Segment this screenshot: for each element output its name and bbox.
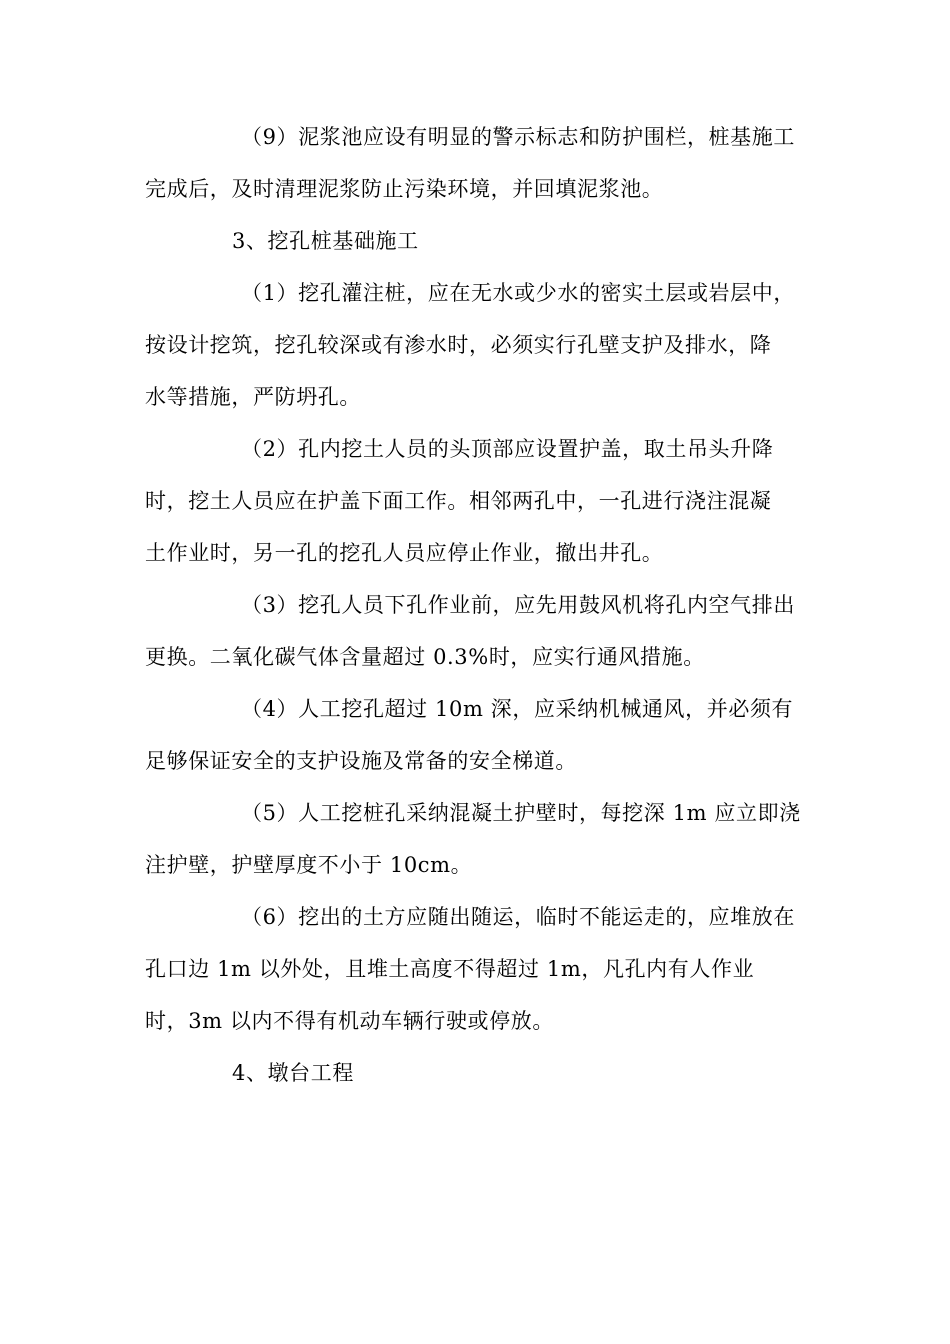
- section-heading-3: 3、挖孔桩基础施工: [232, 229, 419, 253]
- paragraph-3-line-1: （3）挖孔人员下孔作业前，应先用鼓风机将孔内空气排出: [241, 593, 795, 617]
- paragraph-9-line-1: （9）泥浆池应设有明显的警示标志和防护围栏，桩基施工: [241, 125, 795, 149]
- paragraph-2-line-3: 土作业时，另一孔的挖孔人员应停止作业，撤出井孔。: [145, 541, 664, 565]
- paragraph-6-line-3: 时，3m 以内不得有机动车辆行驶或停放。: [145, 1009, 554, 1033]
- paragraph-6-line-2: 孔口边 1m 以外处，且堆土高度不得超过 1m，凡孔内有人作业: [145, 957, 755, 981]
- paragraph-5-line-2: 注护壁，护壁厚度不小于 10cm。: [145, 853, 473, 877]
- section-heading-4: 4、墩台工程: [232, 1061, 354, 1085]
- paragraph-4-line-1: （4）人工挖孔超过 10m 深，应采纳机械通风，并必须有: [241, 697, 794, 721]
- paragraph-5-line-1: （5）人工挖桩孔采纳混凝土护壁时，每挖深 1m 应立即浇: [241, 801, 801, 825]
- paragraph-1-line-1: （1）挖孔灌注桩，应在无水或少水的密实土层或岩层中，: [241, 281, 795, 305]
- paragraph-6-line-1: （6）挖出的土方应随出随运，临时不能运走的，应堆放在: [241, 905, 795, 929]
- paragraph-3-line-2: 更换。二氧化碳气体含量超过 0.3%时，应实行通风措施。: [145, 645, 705, 669]
- paragraph-2-line-2: 时，挖土人员应在护盖下面工作。相邻两孔中，一孔进行浇注混凝: [145, 489, 772, 513]
- paragraph-2-line-1: （2）孔内挖土人员的头顶部应设置护盖，取土吊头升降: [241, 437, 774, 461]
- paragraph-4-line-2: 足够保证安全的支护设施及常备的安全梯道。: [145, 749, 577, 773]
- paragraph-9-line-2: 完成后，及时清理泥浆防止污染环境，并回填泥浆池。: [145, 177, 664, 201]
- paragraph-1-line-2: 按设计挖筑，挖孔较深或有渗水时，必须实行孔壁支护及排水，降: [145, 333, 772, 357]
- paragraph-1-line-3: 水等措施，严防坍孔。: [145, 385, 361, 409]
